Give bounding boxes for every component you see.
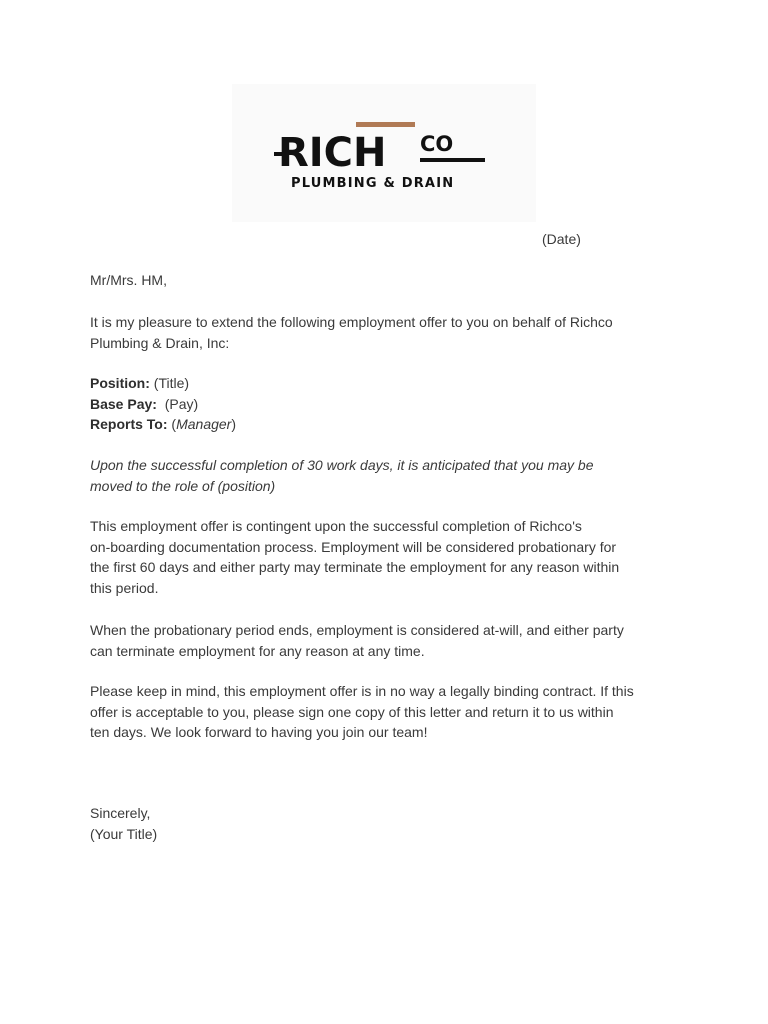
anticipated-paragraph — [90, 455, 690, 496]
contingent-line: This employment offer is contingent upon the successful completion of Richco's — [90, 518, 582, 534]
position-row — [90, 373, 690, 394]
closing-word: Sincerely, — [90, 805, 151, 821]
anticipated-line: Upon the successful completion of 30 work days, it is anticipated that you may be — [90, 457, 594, 473]
contingent-paragraph — [90, 516, 690, 598]
at-will-line: When the probationary period ends, employment is considered at-will, and either party — [90, 622, 624, 638]
reminder-line: Please keep in mind, this employment offer is in no way a legally binding contract. If this — [90, 683, 634, 699]
position-label: Position: — [90, 375, 150, 391]
reports-to-close: ) — [231, 416, 237, 432]
logo-brand-main: RICH — [278, 130, 387, 176]
base-pay-row — [90, 394, 690, 415]
reports-to-row — [90, 414, 690, 435]
intro-paragraph — [90, 312, 690, 353]
reminder-line: offer is acceptable to you, please sign one copy of this letter and return it to us within — [90, 703, 614, 720]
letter-date: (Date) — [542, 231, 581, 247]
base-pay-value: (Pay) — [156, 395, 199, 412]
offer-fields — [90, 373, 690, 435]
logo-wordmark — [232, 84, 536, 222]
contingent-line: the first 60 days and either party may terminate the employment for any reason within — [90, 559, 620, 575]
salutation: Mr/Mrs. HM, — [90, 272, 167, 288]
signature-title: (Your Title) — [90, 825, 158, 842]
anticipated-line: moved to the role of (position) — [90, 477, 276, 494]
logo-brand-suffix: CO — [420, 132, 454, 156]
logo-tagline: PLUMBING & DRAIN — [291, 176, 455, 191]
position-value: (Title) — [149, 375, 190, 391]
reports-to-value: Manager — [176, 416, 232, 432]
base-pay-label: Base Pay: — [90, 395, 157, 412]
intro-line: It is my pleasure to extend the following employment offer to you on behalf of Richco — [90, 314, 613, 330]
intro-line: Plumbing & Drain, Inc: — [90, 334, 230, 351]
at-will-line: can terminate employment for any reason at any time. — [90, 642, 425, 659]
at-will-paragraph — [90, 620, 690, 661]
reminder-line: ten days. We look forward to having you join our team! — [90, 724, 428, 740]
company-logo — [232, 84, 536, 222]
closing-block — [90, 803, 690, 844]
reports-to-open: ( — [167, 416, 177, 432]
contingent-line: on-boarding documentation process. Employment will be considered probationary for — [90, 538, 617, 555]
reports-to-label: Reports To: — [90, 416, 168, 432]
contingent-line: this period. — [90, 579, 159, 596]
reminder-paragraph — [90, 681, 690, 743]
